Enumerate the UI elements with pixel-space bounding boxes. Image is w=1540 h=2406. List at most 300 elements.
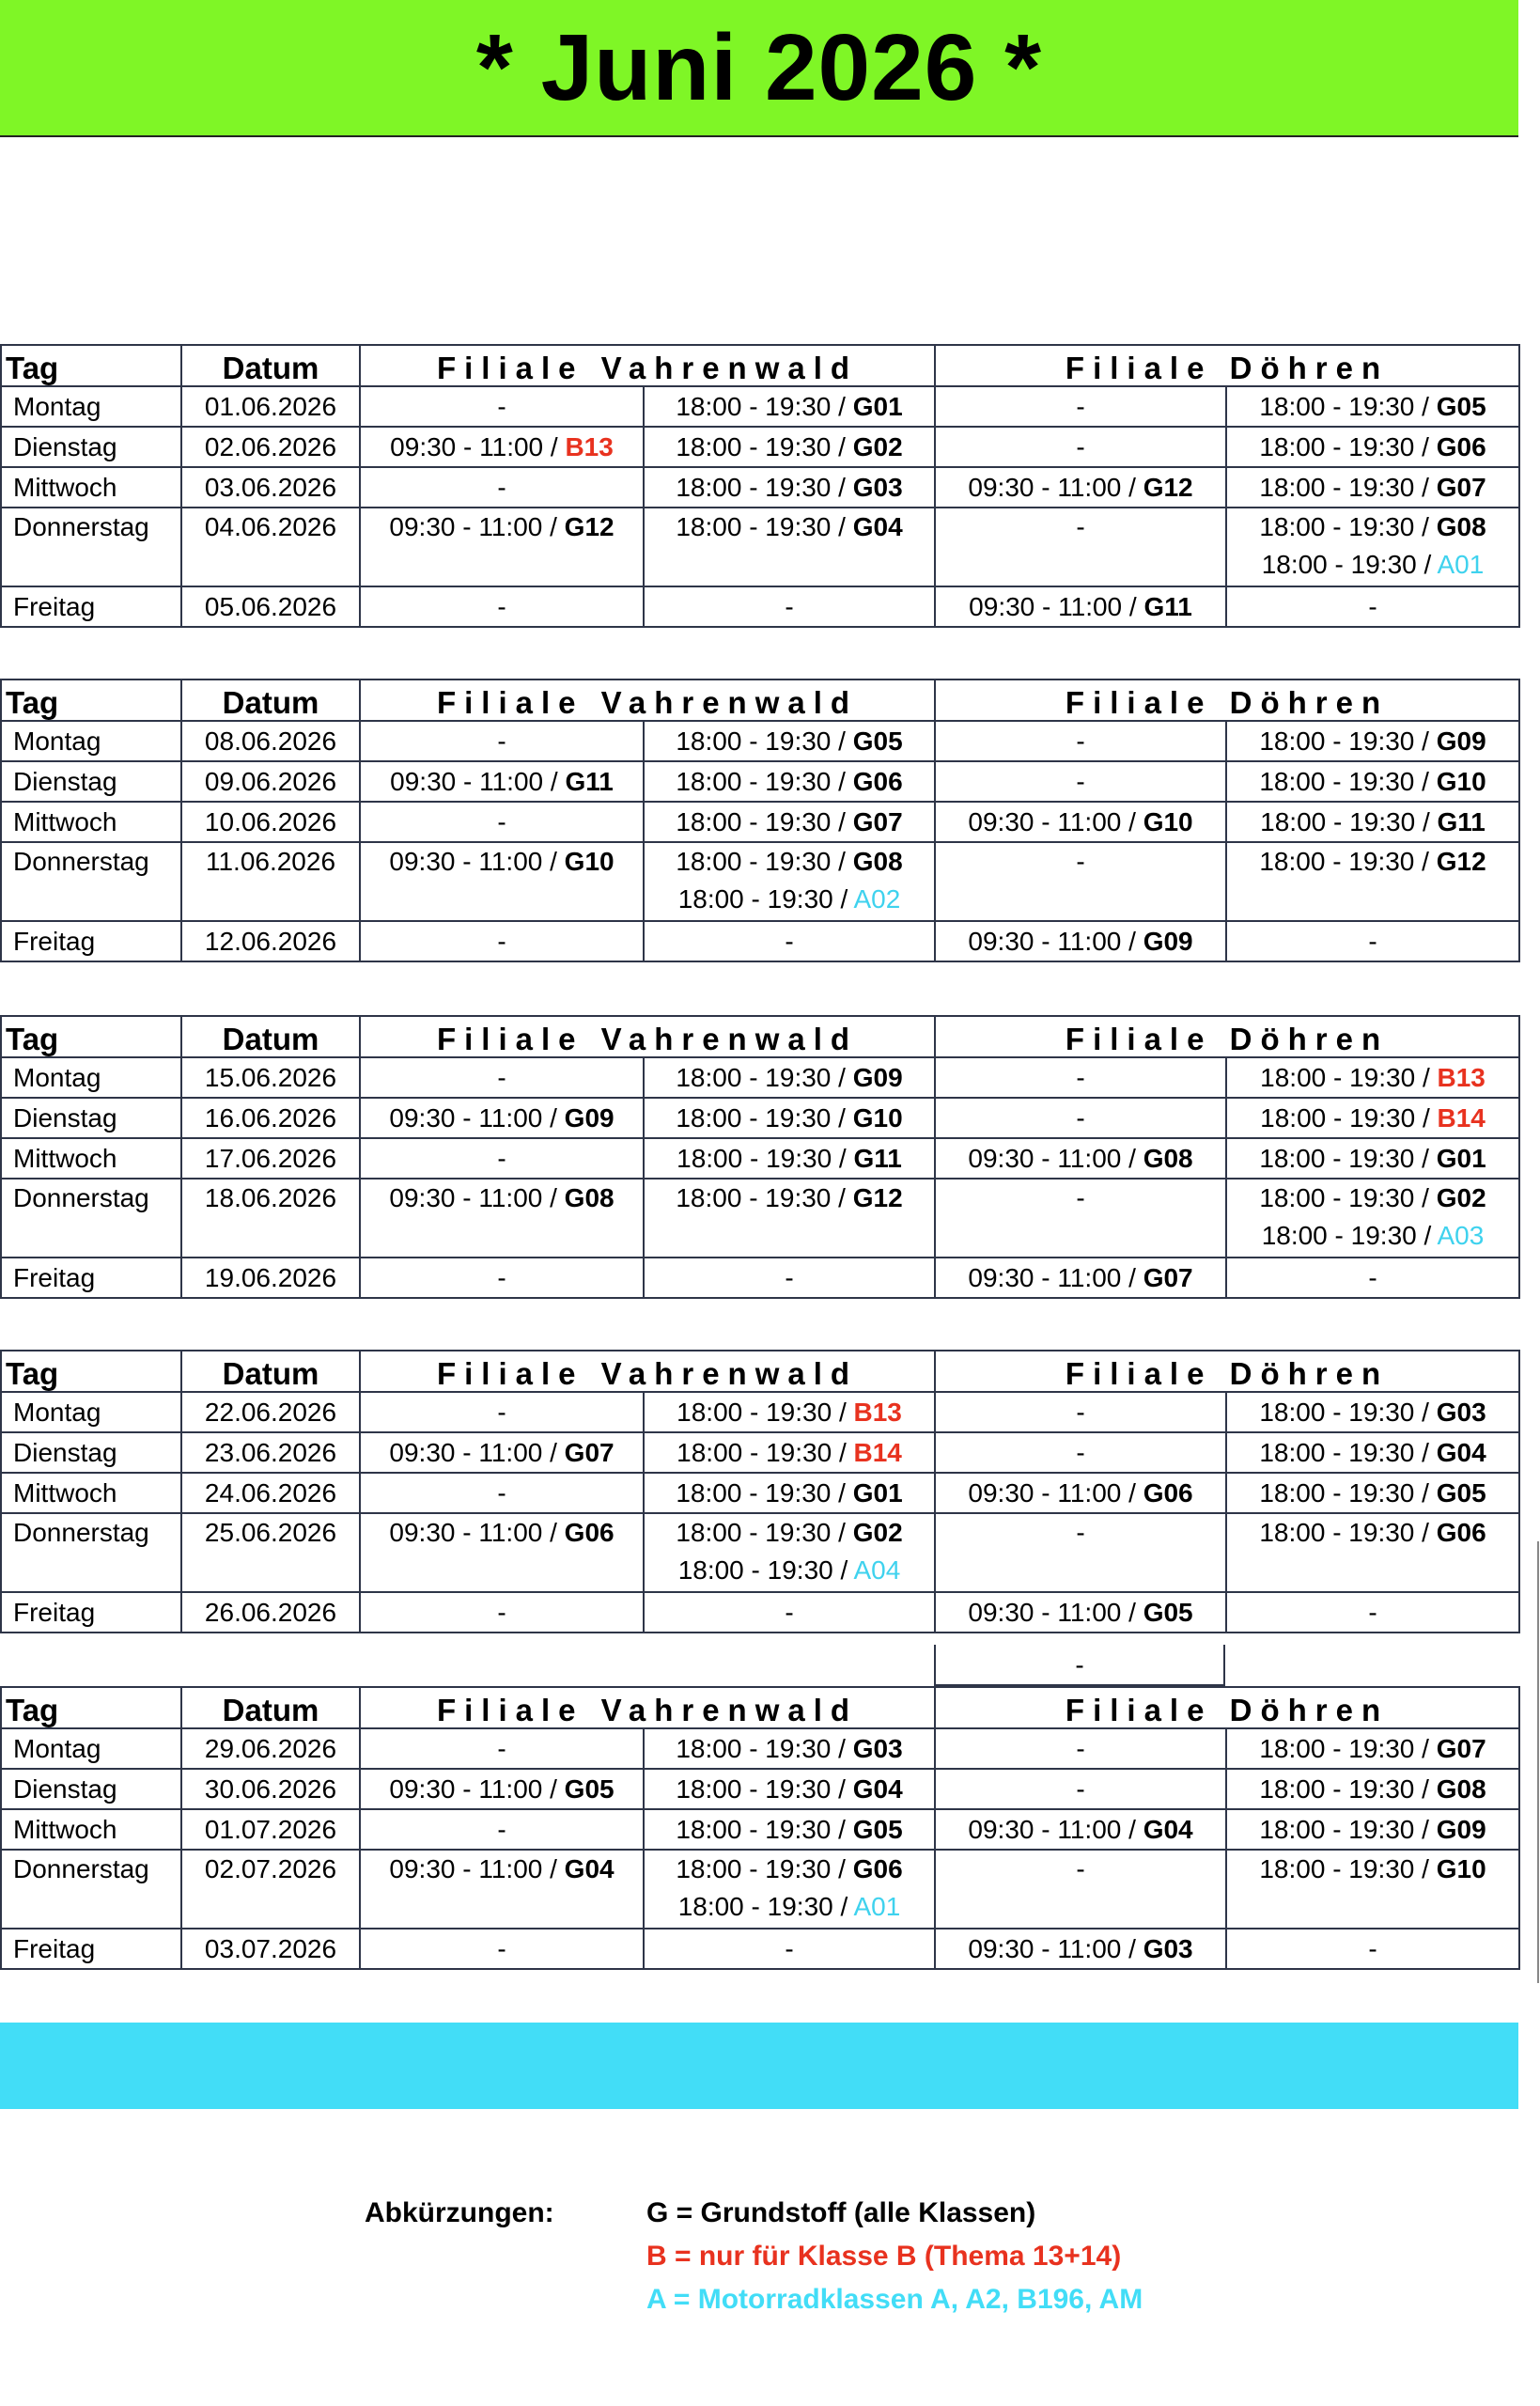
header-vahrenwald: Filiale Vahrenwald [360, 680, 935, 721]
table-row [1, 1258, 1519, 1298]
slot-code: G07 [1436, 472, 1486, 502]
slot-time: 09:30 - 11:00 / [389, 1437, 557, 1467]
day-cell: Donnerstag [1, 508, 181, 586]
cell-text: - [497, 472, 506, 502]
table-header-row [1, 680, 1519, 721]
slot-code: G06 [852, 1854, 903, 1883]
slot-time: 09:30 - 11:00 / [390, 766, 558, 796]
slot-code: G07 [852, 806, 903, 836]
slot-time: 09:30 - 11:00 / [389, 1854, 557, 1883]
day-cell: Donnerstag [1, 842, 181, 921]
vahrenwald-evening-cell [644, 1392, 935, 1432]
slot-code: G11 [1143, 591, 1192, 621]
slot-time: 18:00 - 19:30 / [676, 472, 846, 502]
doehren-evening-cell [1226, 427, 1519, 467]
slot-time: 18:00 - 19:30 / [1259, 431, 1429, 461]
cell-text: - [1368, 1597, 1377, 1627]
slot-code: B13 [853, 1397, 902, 1427]
vahrenwald-morning-cell [360, 1592, 644, 1633]
day-cell: Mittwoch [1, 1473, 181, 1513]
legend-item-g: G = Grundstoff (alle Klassen) [646, 2197, 1036, 2228]
day-cell: Dienstag [1, 1098, 181, 1138]
vahrenwald-evening-cell [644, 842, 935, 921]
slot [368, 1100, 635, 1137]
doehren-evening-cell [1226, 1258, 1519, 1298]
slot-code: G10 [1143, 806, 1193, 836]
date-cell: 18.06.2026 [181, 1179, 360, 1258]
slot-code: G09 [564, 1102, 614, 1133]
table-row [1, 1432, 1519, 1473]
slot-code: B13 [1437, 1062, 1486, 1092]
slot-time: 18:00 - 19:30 / [1259, 1143, 1429, 1173]
cell-text: - [1076, 1518, 1085, 1547]
vahrenwald-morning-cell [360, 1057, 644, 1098]
slot [1235, 1059, 1511, 1097]
slot-time: 18:00 - 19:30 / [1261, 1221, 1432, 1250]
vahrenwald-evening-cell [644, 1098, 935, 1138]
slot [1235, 1434, 1511, 1472]
title-banner [0, 0, 1518, 137]
slot [368, 763, 635, 801]
slot-code: G11 [853, 1143, 902, 1173]
vahrenwald-morning-cell [360, 802, 644, 842]
slot [1235, 1140, 1511, 1178]
doehren-morning-cell [935, 1769, 1226, 1809]
header-doehren: Filiale Döhren [935, 1016, 1519, 1057]
slot-code: A02 [853, 884, 901, 914]
vahrenwald-morning-cell [360, 1179, 644, 1258]
slot-code: A01 [853, 1892, 901, 1921]
table-row [1, 921, 1519, 961]
slot-code: G08 [1143, 1143, 1193, 1173]
slot-code: G02 [1436, 1183, 1486, 1212]
cell-text: - [1076, 431, 1085, 461]
day-cell: Donnerstag [1, 1513, 181, 1592]
slot-time: 18:00 - 19:30 / [1259, 1854, 1429, 1883]
cell-text: - [497, 1733, 506, 1763]
cell-text: - [1368, 591, 1377, 621]
cell-text: - [785, 591, 794, 621]
cell-text: - [497, 1397, 506, 1427]
table-row [1, 1809, 1519, 1850]
slot [652, 1730, 926, 1768]
table-row [1, 842, 1519, 921]
doehren-evening-cell [1226, 842, 1519, 921]
slot-code: B14 [853, 1437, 902, 1467]
slot-code: G12 [1436, 847, 1486, 876]
vahrenwald-morning-cell [360, 508, 644, 586]
vahrenwald-evening-cell [644, 1728, 935, 1769]
slot-time: 09:30 - 11:00 / [968, 1262, 1136, 1292]
vahrenwald-morning-cell [360, 1473, 644, 1513]
doehren-morning-cell [935, 1179, 1226, 1258]
slot [652, 1100, 926, 1137]
slot-extra [652, 1888, 926, 1926]
vahrenwald-morning-cell [360, 1809, 644, 1850]
header-vahrenwald: Filiale Vahrenwald [360, 345, 935, 386]
doehren-morning-cell [935, 1057, 1226, 1098]
cell-text: - [1368, 926, 1377, 956]
day-cell: Freitag [1, 1929, 181, 1969]
slot [652, 1434, 926, 1472]
slot-code: G03 [852, 472, 903, 502]
slot-code: G01 [852, 391, 903, 421]
doehren-morning-cell [935, 386, 1226, 427]
slot [368, 508, 635, 546]
header-vahrenwald: Filiale Vahrenwald [360, 1687, 935, 1728]
legend-item-b: B = nur für Klasse B (Thema 13+14) [646, 2241, 1122, 2272]
slot-code: G12 [1143, 472, 1193, 502]
slot-code: G05 [852, 1814, 903, 1844]
cell-text: - [1076, 1773, 1085, 1804]
slot [652, 843, 926, 881]
slot-time: 09:30 - 11:00 / [389, 1183, 557, 1212]
slot [1235, 1771, 1511, 1808]
slot-code: G04 [1143, 1814, 1193, 1844]
doehren-evening-cell [1226, 1473, 1519, 1513]
doehren-morning-cell [935, 1513, 1226, 1592]
slot-code: G08 [1436, 512, 1486, 541]
slot-time: 09:30 - 11:00 / [389, 1102, 557, 1133]
slot-code: G05 [852, 726, 903, 756]
slot-time: 18:00 - 19:30 / [676, 1102, 846, 1133]
slot [943, 923, 1218, 961]
slot-time: 18:00 - 19:30 / [676, 766, 846, 796]
header-vahrenwald: Filiale Vahrenwald [360, 1351, 935, 1392]
slot-time: 09:30 - 11:00 / [968, 1814, 1136, 1844]
page-title: * Juni 2026 * [475, 14, 1043, 120]
slot-code: B14 [1437, 1102, 1486, 1133]
table-row [1, 1929, 1519, 1969]
doehren-morning-cell [935, 802, 1226, 842]
slot-time: 18:00 - 19:30 / [676, 847, 846, 876]
cell-text: - [497, 591, 506, 621]
legend-item-a: A = Motorradklassen A, A2, B196, AM [646, 2284, 1143, 2315]
slot [652, 388, 926, 426]
doehren-evening-cell [1226, 1769, 1519, 1809]
slot [652, 1771, 926, 1808]
slot [943, 469, 1218, 507]
slot-time: 18:00 - 19:30 / [677, 1143, 847, 1173]
date-cell: 30.06.2026 [181, 1769, 360, 1809]
vahrenwald-evening-cell [644, 802, 935, 842]
slot-time: 18:00 - 19:30 / [1259, 1814, 1429, 1844]
header-tag: Tag [1, 1687, 181, 1728]
slot-code: G07 [1436, 1733, 1486, 1763]
slot [368, 1514, 635, 1552]
slot-code: G06 [852, 766, 903, 796]
vahrenwald-evening-cell [644, 1513, 935, 1592]
header-doehren: Filiale Döhren [935, 1351, 1519, 1392]
table-row [1, 1138, 1519, 1179]
slot-code: G02 [852, 431, 903, 461]
date-cell: 01.06.2026 [181, 386, 360, 427]
slot-time: 18:00 - 19:30 / [1259, 726, 1429, 756]
slot-code: G06 [564, 1518, 614, 1547]
doehren-evening-cell [1226, 802, 1519, 842]
slot [652, 469, 926, 507]
vahrenwald-morning-cell [360, 1850, 644, 1929]
header-doehren: Filiale Döhren [935, 680, 1519, 721]
doehren-evening-cell [1226, 467, 1519, 508]
slot [1235, 1851, 1511, 1888]
slot-time: 18:00 - 19:30 / [677, 1437, 847, 1467]
slot [1235, 429, 1511, 466]
slot-extra [652, 881, 926, 918]
week-table [0, 1350, 1520, 1633]
vahrenwald-evening-cell [644, 1473, 935, 1513]
slot [1235, 1730, 1511, 1768]
table-row [1, 1179, 1519, 1258]
slot-time: 18:00 - 19:30 / [676, 431, 846, 461]
vahrenwald-morning-cell [360, 1929, 644, 1969]
week-table [0, 679, 1520, 962]
doehren-evening-cell [1226, 1098, 1519, 1138]
doehren-evening-cell [1226, 1850, 1519, 1929]
slot-time: 09:30 - 11:00 / [389, 512, 557, 541]
vahrenwald-evening-cell [644, 1258, 935, 1298]
slot [652, 763, 926, 801]
doehren-evening-cell [1226, 1432, 1519, 1473]
slot-code: G05 [564, 1773, 614, 1804]
slot-code: G04 [564, 1854, 614, 1883]
slot-time: 18:00 - 19:30 / [676, 1733, 846, 1763]
table-row [1, 1592, 1519, 1633]
date-cell: 03.07.2026 [181, 1929, 360, 1969]
slot-time: 18:00 - 19:30 / [1259, 1183, 1429, 1212]
slot [943, 588, 1218, 626]
vahrenwald-morning-cell [360, 1769, 644, 1809]
date-cell: 23.06.2026 [181, 1432, 360, 1473]
slot [943, 1475, 1218, 1512]
cell-text: - [1076, 1102, 1085, 1133]
slot [943, 1140, 1218, 1178]
cell-text: - [497, 1933, 506, 1963]
day-cell: Montag [1, 1392, 181, 1432]
date-cell: 11.06.2026 [181, 842, 360, 921]
vahrenwald-morning-cell [360, 842, 644, 921]
slot-code: G05 [1436, 1477, 1486, 1508]
slot-code: G04 [852, 1773, 903, 1804]
cell-text: - [1076, 847, 1085, 876]
page-edge-line [1537, 1541, 1539, 1983]
day-cell: Montag [1, 1728, 181, 1769]
slot [368, 429, 635, 466]
header-tag: Tag [1, 345, 181, 386]
cell-text: - [1076, 1437, 1085, 1467]
day-cell: Mittwoch [1, 802, 181, 842]
slot-code: G03 [852, 1733, 903, 1763]
table-row [1, 1473, 1519, 1513]
slot-code: G07 [1143, 1262, 1193, 1292]
slot-time: 18:00 - 19:30 / [676, 806, 846, 836]
table-header-row [1, 1351, 1519, 1392]
vahrenwald-evening-cell [644, 386, 935, 427]
doehren-morning-cell [935, 1929, 1226, 1969]
day-cell: Freitag [1, 921, 181, 961]
day-cell: Donnerstag [1, 1179, 181, 1258]
slot-time: 18:00 - 19:30 / [676, 512, 846, 541]
doehren-morning-cell [935, 721, 1226, 761]
slot-time: 09:30 - 11:00 / [968, 926, 1136, 956]
date-cell: 10.06.2026 [181, 802, 360, 842]
date-cell: 04.06.2026 [181, 508, 360, 586]
vahrenwald-morning-cell [360, 586, 644, 627]
slot-time: 18:00 - 19:30 / [676, 1518, 846, 1547]
slot-time: 18:00 - 19:30 / [1259, 1397, 1429, 1427]
cell-text: - [1076, 1733, 1085, 1763]
slot-time: 09:30 - 11:00 / [968, 1143, 1136, 1173]
header-tag: Tag [1, 1016, 181, 1057]
vahrenwald-evening-cell [644, 1850, 935, 1929]
slot-time: 18:00 - 19:30 / [1259, 766, 1429, 796]
slot-code: G02 [852, 1518, 903, 1547]
cell-text: - [497, 1262, 506, 1292]
cell-text: - [1076, 766, 1085, 796]
cell-text: - [785, 926, 794, 956]
day-cell: Dienstag [1, 1769, 181, 1809]
slot-code: G11 [565, 766, 614, 796]
slot-time: 09:30 - 11:00 / [968, 806, 1136, 836]
doehren-evening-cell [1226, 721, 1519, 761]
slot-time: 18:00 - 19:30 / [676, 1062, 846, 1092]
cell-text: - [497, 1814, 506, 1844]
day-cell: Freitag [1, 586, 181, 627]
slot [368, 1771, 635, 1808]
date-cell: 05.06.2026 [181, 586, 360, 627]
slot-time: 18:00 - 19:30 / [1260, 1102, 1430, 1133]
slot [652, 1059, 926, 1097]
doehren-evening-cell [1226, 386, 1519, 427]
slot [652, 1514, 926, 1552]
slot [1235, 508, 1511, 546]
slot-time: 18:00 - 19:30 / [676, 1477, 846, 1508]
slot-time: 09:30 - 11:00 / [968, 1597, 1136, 1627]
slot-code: G06 [1436, 431, 1486, 461]
cell-text: - [785, 1262, 794, 1292]
slot [1235, 388, 1511, 426]
date-cell: 08.06.2026 [181, 721, 360, 761]
table-row [1, 721, 1519, 761]
slot-code: G09 [852, 1062, 903, 1092]
table-header-row [1, 1687, 1519, 1728]
doehren-morning-cell [935, 1392, 1226, 1432]
doehren-morning-cell [935, 1138, 1226, 1179]
slot-time: 18:00 - 19:30 / [1259, 1477, 1429, 1508]
slot-code: G10 [852, 1102, 903, 1133]
vahrenwald-evening-cell [644, 1592, 935, 1633]
stray-cell: - [934, 1645, 1225, 1686]
slot [1235, 723, 1511, 760]
vahrenwald-evening-cell [644, 1179, 935, 1258]
day-cell: Freitag [1, 1592, 181, 1633]
slot-time: 18:00 - 19:30 / [676, 1773, 846, 1804]
header-doehren: Filiale Döhren [935, 345, 1519, 386]
day-cell: Montag [1, 386, 181, 427]
doehren-morning-cell [935, 1809, 1226, 1850]
slot [1235, 843, 1511, 881]
vahrenwald-evening-cell [644, 721, 935, 761]
slot-code: G10 [1436, 1854, 1486, 1883]
cell-text: - [1076, 1183, 1085, 1212]
vahrenwald-morning-cell [360, 1728, 644, 1769]
vahrenwald-evening-cell [644, 1432, 935, 1473]
doehren-evening-cell [1226, 1179, 1519, 1258]
slot [652, 1180, 926, 1217]
slot-code: G01 [852, 1477, 903, 1508]
slot-time: 18:00 - 19:30 / [1259, 1773, 1429, 1804]
table-header-row [1, 1016, 1519, 1057]
slot-time: 09:30 - 11:00 / [968, 1933, 1136, 1963]
table-row [1, 427, 1519, 467]
slot-code: G09 [1436, 726, 1486, 756]
date-cell: 09.06.2026 [181, 761, 360, 802]
vahrenwald-morning-cell [360, 1392, 644, 1432]
slot [1235, 1180, 1511, 1217]
legend-title: Abkürzungen: [365, 2197, 554, 2228]
vahrenwald-morning-cell [360, 721, 644, 761]
slot [1235, 1394, 1511, 1431]
slot [652, 723, 926, 760]
slot-time: 18:00 - 19:30 / [1259, 512, 1429, 541]
slot-code: G08 [564, 1183, 614, 1212]
vahrenwald-evening-cell [644, 1929, 935, 1969]
cell-text: - [1076, 512, 1085, 541]
doehren-morning-cell [935, 842, 1226, 921]
vahrenwald-evening-cell [644, 1138, 935, 1179]
slot-time: 18:00 - 19:30 / [1260, 806, 1430, 836]
day-cell: Montag [1, 1057, 181, 1098]
table-row [1, 761, 1519, 802]
doehren-morning-cell [935, 427, 1226, 467]
slot [1235, 804, 1511, 841]
date-cell: 25.06.2026 [181, 1513, 360, 1592]
slot-extra [1235, 1217, 1511, 1255]
slot [652, 508, 926, 546]
slot-time: 09:30 - 11:00 / [968, 1477, 1136, 1508]
cell-text: - [497, 806, 506, 836]
vahrenwald-morning-cell [360, 1258, 644, 1298]
slot [652, 1140, 926, 1178]
slot-time: 18:00 - 19:30 / [1259, 847, 1429, 876]
slot [943, 1930, 1218, 1968]
vahrenwald-evening-cell [644, 467, 935, 508]
date-cell: 02.06.2026 [181, 427, 360, 467]
slot-code: G12 [564, 512, 614, 541]
slot-code: G12 [852, 1183, 903, 1212]
table-header-row [1, 345, 1519, 386]
slot-time: 09:30 - 11:00 / [968, 472, 1136, 502]
slot-time: 09:30 - 11:00 / [389, 1518, 557, 1547]
date-cell: 15.06.2026 [181, 1057, 360, 1098]
slot-code: G05 [1143, 1597, 1193, 1627]
doehren-morning-cell [935, 921, 1226, 961]
doehren-morning-cell [935, 1098, 1226, 1138]
date-cell: 22.06.2026 [181, 1392, 360, 1432]
table-row [1, 1728, 1519, 1769]
table-row [1, 1392, 1519, 1432]
header-tag: Tag [1, 1351, 181, 1392]
doehren-evening-cell [1226, 1392, 1519, 1432]
table-row [1, 1769, 1519, 1809]
day-cell: Mittwoch [1, 1138, 181, 1179]
cell-text: - [497, 726, 506, 756]
header-datum: Datum [181, 345, 360, 386]
cell-text: - [497, 1062, 506, 1092]
slot [943, 1259, 1218, 1297]
day-cell: Dienstag [1, 1432, 181, 1473]
day-cell: Freitag [1, 1258, 181, 1298]
